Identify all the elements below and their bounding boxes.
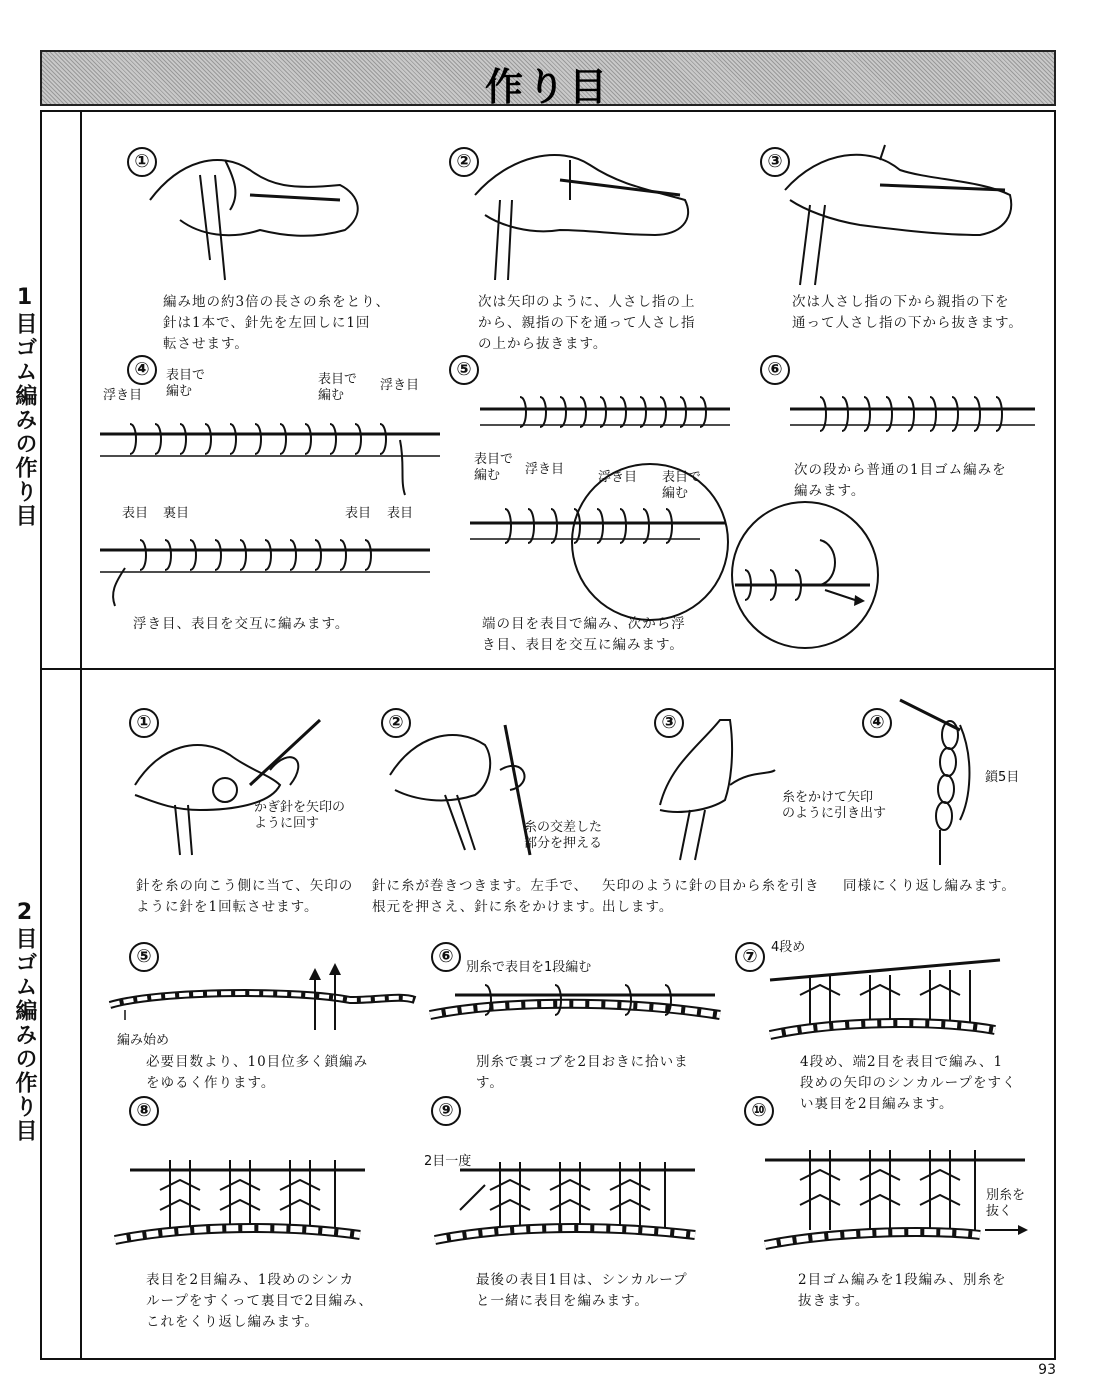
hand-illustration — [780, 140, 1020, 290]
step-number: ⑤ — [449, 355, 479, 385]
step-number: ④ — [127, 355, 157, 385]
zoom-circle — [570, 462, 730, 622]
side-column — [40, 110, 82, 1360]
title-bar — [40, 50, 1056, 109]
label-knit: 表目 — [122, 506, 149, 521]
label-float: 浮き目 — [103, 388, 143, 403]
illustration-note: 糸をかけて矢印 のように引き出す — [782, 790, 887, 821]
label-knit: 表目で 編む — [662, 470, 702, 501]
step-number: ④ — [862, 708, 892, 738]
label-purl: 裏目 — [163, 506, 190, 521]
step-caption: 針に糸が巻きつきます。左手で、 根元を押さえ、針に糸をかけます。 — [372, 878, 604, 915]
label-knit: 表目で 編む — [474, 452, 514, 483]
hand-illustration — [140, 140, 380, 290]
page-number: 93 — [1038, 1362, 1056, 1378]
step-caption: 端の目を表目で編み、次から浮 き目、表目を交互に編みます。 — [482, 616, 686, 653]
step-number: ⑤ — [129, 942, 159, 972]
step-number: ⑩ — [744, 1096, 774, 1126]
section-label-two-rib: 2目ゴム編みの作り目 — [12, 900, 37, 1143]
step-caption: 表目を2目編み、1段めのシンカ ループをすくって裏目で2目編み、 これをくり返し編みます。 — [146, 1272, 373, 1330]
step-caption: 同様にくり返し編みます。 — [843, 878, 1016, 894]
step-caption: 次の段から普通の1目ゴム編みを 編みます。 — [794, 462, 1007, 499]
stitch-illustration — [425, 975, 725, 1050]
section-divider — [40, 668, 1056, 670]
step-number: ⑦ — [735, 942, 765, 972]
step-number: ⑧ — [129, 1096, 159, 1126]
illustration-note: 編み始め — [117, 1033, 170, 1048]
step-caption: 針を糸の向こう側に当て、矢印の ように針を1回転させます。 — [136, 878, 354, 915]
step-caption: 最後の表目1目は、シンカループ と一緒に表目を編みます。 — [476, 1272, 688, 1309]
stitch-illustration — [110, 1140, 370, 1265]
illustration-note: 別糸で表目を1段編む — [466, 960, 592, 975]
stitch-illustration — [760, 955, 1010, 1050]
stitch-illustration — [430, 1150, 700, 1265]
step-number: ③ — [654, 708, 684, 738]
label-knit: 表目で 編む — [166, 368, 206, 399]
illustration-note: かぎ針を矢印の ように回す — [254, 800, 346, 831]
label-knit: 表目で 編む — [318, 372, 358, 403]
step-number: ② — [449, 147, 479, 177]
step-number: ① — [127, 147, 157, 177]
chain-illustration — [100, 960, 420, 1040]
label-knit: 表目 — [387, 506, 414, 521]
illustration-note: 別糸を 抜く — [986, 1188, 1026, 1219]
label-float: 浮き目 — [598, 470, 638, 485]
step-number: ⑥ — [760, 355, 790, 385]
step-number: ② — [381, 708, 411, 738]
zoom-circle-detail — [730, 500, 880, 650]
label-float: 浮き目 — [525, 462, 565, 477]
chain-illustration — [900, 680, 990, 870]
step-caption: 浮き目、表目を交互に編みます。 — [133, 616, 350, 632]
label-float: 浮き目 — [380, 378, 420, 393]
hand-illustration — [650, 715, 790, 860]
step-caption: 必要目数より、10目位多く鎖編み をゆるく作ります。 — [146, 1054, 369, 1091]
stitch-illustration — [100, 410, 440, 500]
stitch-illustration — [790, 385, 1040, 455]
step-caption: 2目ゴム編みを1段編み、別糸を 抜きます。 — [798, 1272, 1007, 1309]
step-caption: 別糸で裏コブを2目おきに拾いま す。 — [476, 1054, 689, 1091]
page-title: 作り目 — [484, 65, 611, 109]
hand-illustration — [130, 715, 340, 855]
step-number: ⑥ — [431, 942, 461, 972]
section-label-one-rib: 1目ゴム編みの作り目 — [12, 285, 37, 528]
stitch-illustration — [100, 528, 430, 608]
step-caption: 次は人さし指の下から親指の下を 通って人さし指の下から抜きます。 — [792, 294, 1023, 331]
stitch-illustration — [480, 385, 740, 455]
step-caption: 矢印のように針の目から糸を引き 出します。 — [602, 878, 820, 915]
step-caption: 次は矢印のように、人さし指の上 から、親指の下を通って人さし指 の上から抜きます。 — [478, 294, 696, 352]
step-number: ③ — [760, 147, 790, 177]
label-knit: 表目 — [345, 506, 372, 521]
illustration-note: 2目一度 — [424, 1154, 472, 1169]
step-caption: 編み地の約3倍の長さの糸をとり、 針は1本で、針先を左回しに1回 転させます。 — [163, 294, 391, 352]
illustration-note: 鎖5目 — [985, 770, 1020, 785]
hand-illustration — [470, 140, 700, 290]
step-caption: 4段め、端2目を表目で編み、1 段めの矢印のシンカループをすく い裏目を2目編みます。 — [800, 1054, 1017, 1112]
illustration-note: 糸の交差した 部分を押える — [524, 820, 603, 851]
illustration-note: 4段め — [771, 940, 806, 955]
step-number: ① — [129, 708, 159, 738]
step-number: ⑨ — [431, 1096, 461, 1126]
